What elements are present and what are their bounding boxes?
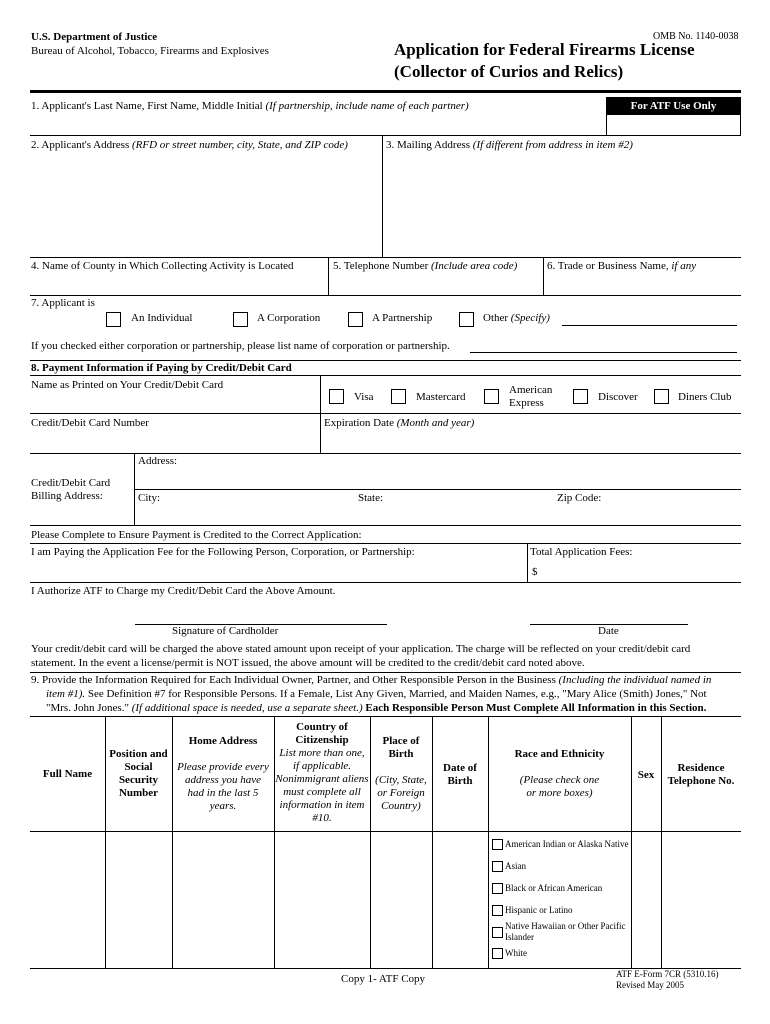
item6-note: if any bbox=[671, 260, 697, 272]
col-race-title: Race and Ethnicity bbox=[514, 748, 605, 760]
checkbox-american-indian[interactable] bbox=[492, 839, 503, 850]
rule bbox=[30, 672, 741, 673]
checkbox-mastercard[interactable] bbox=[391, 389, 406, 404]
atf-use-right bbox=[740, 97, 741, 135]
corporation-name-line[interactable] bbox=[470, 352, 737, 353]
col-citizenship-title-1: Country of bbox=[296, 721, 348, 733]
col-dob-1: Date of bbox=[443, 762, 477, 774]
form-subtitle: (Collector of Curios and Relics) bbox=[394, 62, 624, 81]
col-citizenship-note-1: List more than one, bbox=[279, 747, 365, 759]
col-citizenship-note-6: #10. bbox=[312, 812, 332, 824]
item9-bold-3: Each Responsible Person Must Complete All Information in this Section. bbox=[362, 702, 707, 714]
rule bbox=[30, 135, 741, 136]
race-white: White bbox=[505, 948, 527, 958]
rule bbox=[30, 831, 741, 832]
rule bbox=[134, 489, 741, 490]
rule bbox=[30, 375, 741, 376]
col-pob-note-2: or Foreign bbox=[377, 787, 425, 799]
col-divider bbox=[661, 716, 662, 968]
card-amex-line2: Express bbox=[509, 397, 544, 409]
item9-note-2: item #1). bbox=[46, 688, 86, 700]
department-name: U.S. Department of Justice bbox=[31, 31, 158, 43]
checkbox-black[interactable] bbox=[492, 883, 503, 894]
item7-followup: If you checked either corporation or partnership, please list name of corporation or partnership. bbox=[31, 340, 450, 352]
divider bbox=[320, 413, 321, 453]
col-residence-1: Residence bbox=[677, 762, 725, 774]
col-sex: Sex bbox=[637, 769, 655, 781]
omb-number: OMB No. 1140-0038 bbox=[653, 31, 739, 42]
item8-heading: 8. Payment Information if Paying by Credit/Debit Card bbox=[31, 362, 292, 374]
checkbox-partnership[interactable] bbox=[348, 312, 363, 327]
card-name-label[interactable]: Name as Printed on Your Credit/Debit Card bbox=[31, 379, 224, 391]
item6-label: 6. Trade or Business Name, bbox=[547, 260, 669, 272]
divider bbox=[328, 257, 329, 295]
col-home-address-title: Home Address bbox=[188, 735, 258, 747]
billing-label-1: Credit/Debit Card bbox=[31, 477, 111, 489]
option-other-note: (Specify) bbox=[510, 312, 550, 324]
expiration-field[interactable] bbox=[324, 417, 474, 429]
col-citizenship-note-3: Nonimmigrant aliens bbox=[275, 773, 369, 785]
item9-note-1: (Including the individual named in bbox=[558, 674, 712, 686]
item9-line2 bbox=[46, 688, 707, 700]
item9-line1 bbox=[31, 674, 711, 686]
billing-zip[interactable]: Zip Code: bbox=[557, 492, 602, 504]
checkbox-corporation[interactable] bbox=[233, 312, 248, 327]
item4-field[interactable]: 4. Name of County in Which Collecting Activity is Located bbox=[31, 260, 294, 272]
billing-label-2: Billing Address: bbox=[31, 490, 103, 502]
item2-label: 2. Applicant's Address bbox=[31, 139, 130, 151]
race-black: Black or African American bbox=[505, 883, 603, 893]
checkbox-other[interactable] bbox=[459, 312, 474, 327]
signature-label: Signature of Cardholder bbox=[172, 625, 279, 637]
item9-text-3: "Mrs. John Jones." bbox=[46, 702, 129, 714]
item9-line3 bbox=[46, 702, 706, 714]
rule bbox=[30, 525, 741, 526]
col-citizenship-title-2: Citizenship bbox=[295, 734, 349, 746]
form-number: ATF E-Form 7CR (5310.16) bbox=[616, 969, 719, 979]
billing-city[interactable]: City: bbox=[138, 492, 161, 504]
checkbox-amex[interactable] bbox=[484, 389, 499, 404]
rule bbox=[30, 716, 741, 717]
option-partnership: A Partnership bbox=[372, 312, 433, 324]
item3-note: (If different from address in item #2) bbox=[472, 139, 633, 151]
checkbox-visa[interactable] bbox=[329, 389, 344, 404]
divider bbox=[320, 375, 321, 413]
col-pob-title-2: Birth bbox=[388, 748, 414, 760]
checkbox-asian[interactable] bbox=[492, 861, 503, 872]
other-specify-line[interactable] bbox=[562, 325, 737, 326]
item2-field[interactable] bbox=[31, 139, 348, 151]
item2-note: (RFD or street number, city, State, and ZIP code) bbox=[131, 139, 348, 151]
race-native-hawaiian-2: Islander bbox=[505, 932, 534, 942]
item9-text-1: 9. Provide the Information Required for Each Individual Owner, Partner, and Other Responsible Person in the Business bbox=[31, 674, 556, 686]
copy-label: Copy 1- ATF Copy bbox=[341, 973, 426, 985]
total-fees-label: Total Application Fees: bbox=[530, 546, 633, 558]
col-place-of-birth bbox=[370, 735, 432, 813]
divider bbox=[543, 257, 544, 295]
col-citizenship-note-4: must complete all bbox=[283, 786, 361, 798]
col-divider bbox=[631, 716, 632, 968]
race-native-hawaiian-1: Native Hawaiian or Other Pacific bbox=[505, 921, 626, 931]
rule bbox=[30, 582, 741, 583]
race-american-indian: American Indian or Alaska Native bbox=[505, 839, 629, 849]
item9-text-2: See Definition #7 for Responsible Persons. If a Female, List Any Given, Married, and Maiden Names, e.g., "Mary Alice (Smith) Jones," Not bbox=[85, 688, 707, 700]
col-ssn-4: Number bbox=[118, 787, 159, 799]
item9-note-3: (If additional space is needed, use a separate sheet.) bbox=[128, 702, 363, 714]
checkbox-white[interactable] bbox=[492, 948, 503, 959]
form-title: Application for Federal Firearms License bbox=[394, 40, 695, 59]
col-pob-title-1: Place of bbox=[382, 735, 420, 747]
checkbox-discover[interactable] bbox=[573, 389, 588, 404]
col-ssn-3: Security bbox=[118, 774, 159, 786]
item7-label: 7. Applicant is bbox=[31, 297, 95, 309]
col-residence-2: Telephone No. bbox=[667, 775, 735, 787]
col-race-note-2: or more boxes) bbox=[526, 787, 593, 799]
option-other bbox=[483, 312, 550, 324]
billing-address-label[interactable]: Address: bbox=[138, 455, 178, 467]
col-citizenship-note-5: information in item bbox=[279, 799, 365, 811]
race-asian: Asian bbox=[505, 861, 526, 871]
rule bbox=[30, 543, 741, 544]
ensure-payment-text: Please Complete to Ensure Payment is Credited to the Correct Application: bbox=[31, 529, 362, 541]
col-residence bbox=[661, 762, 741, 788]
checkbox-individual[interactable] bbox=[106, 312, 121, 327]
col-ssn-2: Social bbox=[124, 761, 153, 773]
divider bbox=[527, 543, 528, 582]
item1-note: (If partnership, include name of each partner) bbox=[265, 100, 469, 112]
authorize-text: I Authorize ATF to Charge my Credit/Debit Card the Above Amount. bbox=[31, 585, 336, 597]
card-discover: Discover bbox=[598, 391, 638, 403]
atf-use-divider bbox=[606, 115, 607, 135]
atf-use-only: For ATF Use Only bbox=[606, 97, 741, 115]
item5-label: 5. Telephone Number bbox=[333, 260, 429, 272]
rule bbox=[30, 413, 741, 414]
col-divider bbox=[432, 716, 433, 968]
rule bbox=[30, 360, 741, 361]
charge-notice-2: statement. In the event a license/permit is NOT issued, the above amount will be credited to the credit/debit card noted above. bbox=[31, 657, 585, 669]
date-label: Date bbox=[598, 625, 619, 637]
item3-label: 3. Mailing Address bbox=[386, 139, 471, 151]
col-home-address-note-4: years. bbox=[209, 800, 237, 812]
charge-notice-1: Your credit/debit card will be charged the above stated amount upon receipt of your application. The charge will be reflected on your credit/debit card bbox=[31, 643, 691, 655]
item1-label: 1. Applicant's Last Name, First Name, Middle Initial bbox=[31, 100, 263, 112]
col-citizenship-note-2: if applicable. bbox=[292, 760, 352, 772]
revised-date: Revised May 2005 bbox=[616, 980, 684, 990]
rule bbox=[30, 453, 741, 454]
item5-note: (Include area code) bbox=[431, 260, 518, 272]
col-pob-note-1: (City, State, bbox=[375, 774, 427, 786]
col-full-name: Full Name bbox=[42, 768, 93, 780]
option-individual: An Individual bbox=[131, 312, 193, 324]
race-hispanic: Hispanic or Latino bbox=[505, 905, 573, 915]
total-fees-field[interactable]: $ bbox=[532, 566, 538, 578]
item3-field[interactable] bbox=[386, 139, 633, 151]
col-dob-2: Birth bbox=[447, 775, 473, 787]
paying-for-label[interactable]: I am Paying the Application Fee for the Following Person, Corporation, or Partnership: bbox=[31, 546, 415, 558]
col-dob bbox=[432, 762, 488, 788]
rule bbox=[30, 257, 741, 258]
expiration-label: Expiration Date bbox=[324, 417, 394, 429]
card-diners: Diners Club bbox=[678, 391, 732, 403]
option-other-label: Other bbox=[483, 312, 509, 324]
rule bbox=[30, 295, 741, 296]
option-corporation: A Corporation bbox=[257, 312, 321, 324]
item6-field[interactable] bbox=[547, 260, 696, 272]
col-ssn bbox=[105, 748, 172, 800]
col-home-address-note-3: had in the last 5 bbox=[187, 787, 259, 799]
checkbox-diners[interactable] bbox=[654, 389, 669, 404]
item1-field[interactable] bbox=[31, 100, 469, 112]
checkbox-native-hawaiian[interactable] bbox=[492, 927, 503, 938]
bureau-name: Bureau of Alcohol, Tobacco, Firearms and Explosives bbox=[31, 45, 269, 57]
card-mastercard: Mastercard bbox=[416, 391, 466, 403]
col-race-note-1: (Please check one bbox=[519, 774, 600, 786]
card-visa: Visa bbox=[354, 391, 374, 403]
col-citizenship bbox=[274, 721, 370, 825]
checkbox-hispanic[interactable] bbox=[492, 905, 503, 916]
expiration-note: (Month and year) bbox=[396, 417, 475, 429]
card-number-label[interactable]: Credit/Debit Card Number bbox=[31, 417, 149, 429]
col-home-address bbox=[172, 735, 274, 813]
col-home-address-note-2: address you have bbox=[185, 774, 261, 786]
billing-state[interactable]: State: bbox=[358, 492, 384, 504]
col-ssn-1: Position and bbox=[109, 748, 168, 760]
card-amex-line1: American bbox=[509, 384, 553, 396]
item5-field[interactable] bbox=[333, 260, 517, 272]
header-rule bbox=[30, 90, 741, 93]
col-home-address-note-1: Please provide every bbox=[177, 761, 269, 773]
col-pob-note-3: Country) bbox=[381, 800, 421, 812]
col-race bbox=[488, 748, 631, 800]
divider bbox=[382, 135, 383, 257]
